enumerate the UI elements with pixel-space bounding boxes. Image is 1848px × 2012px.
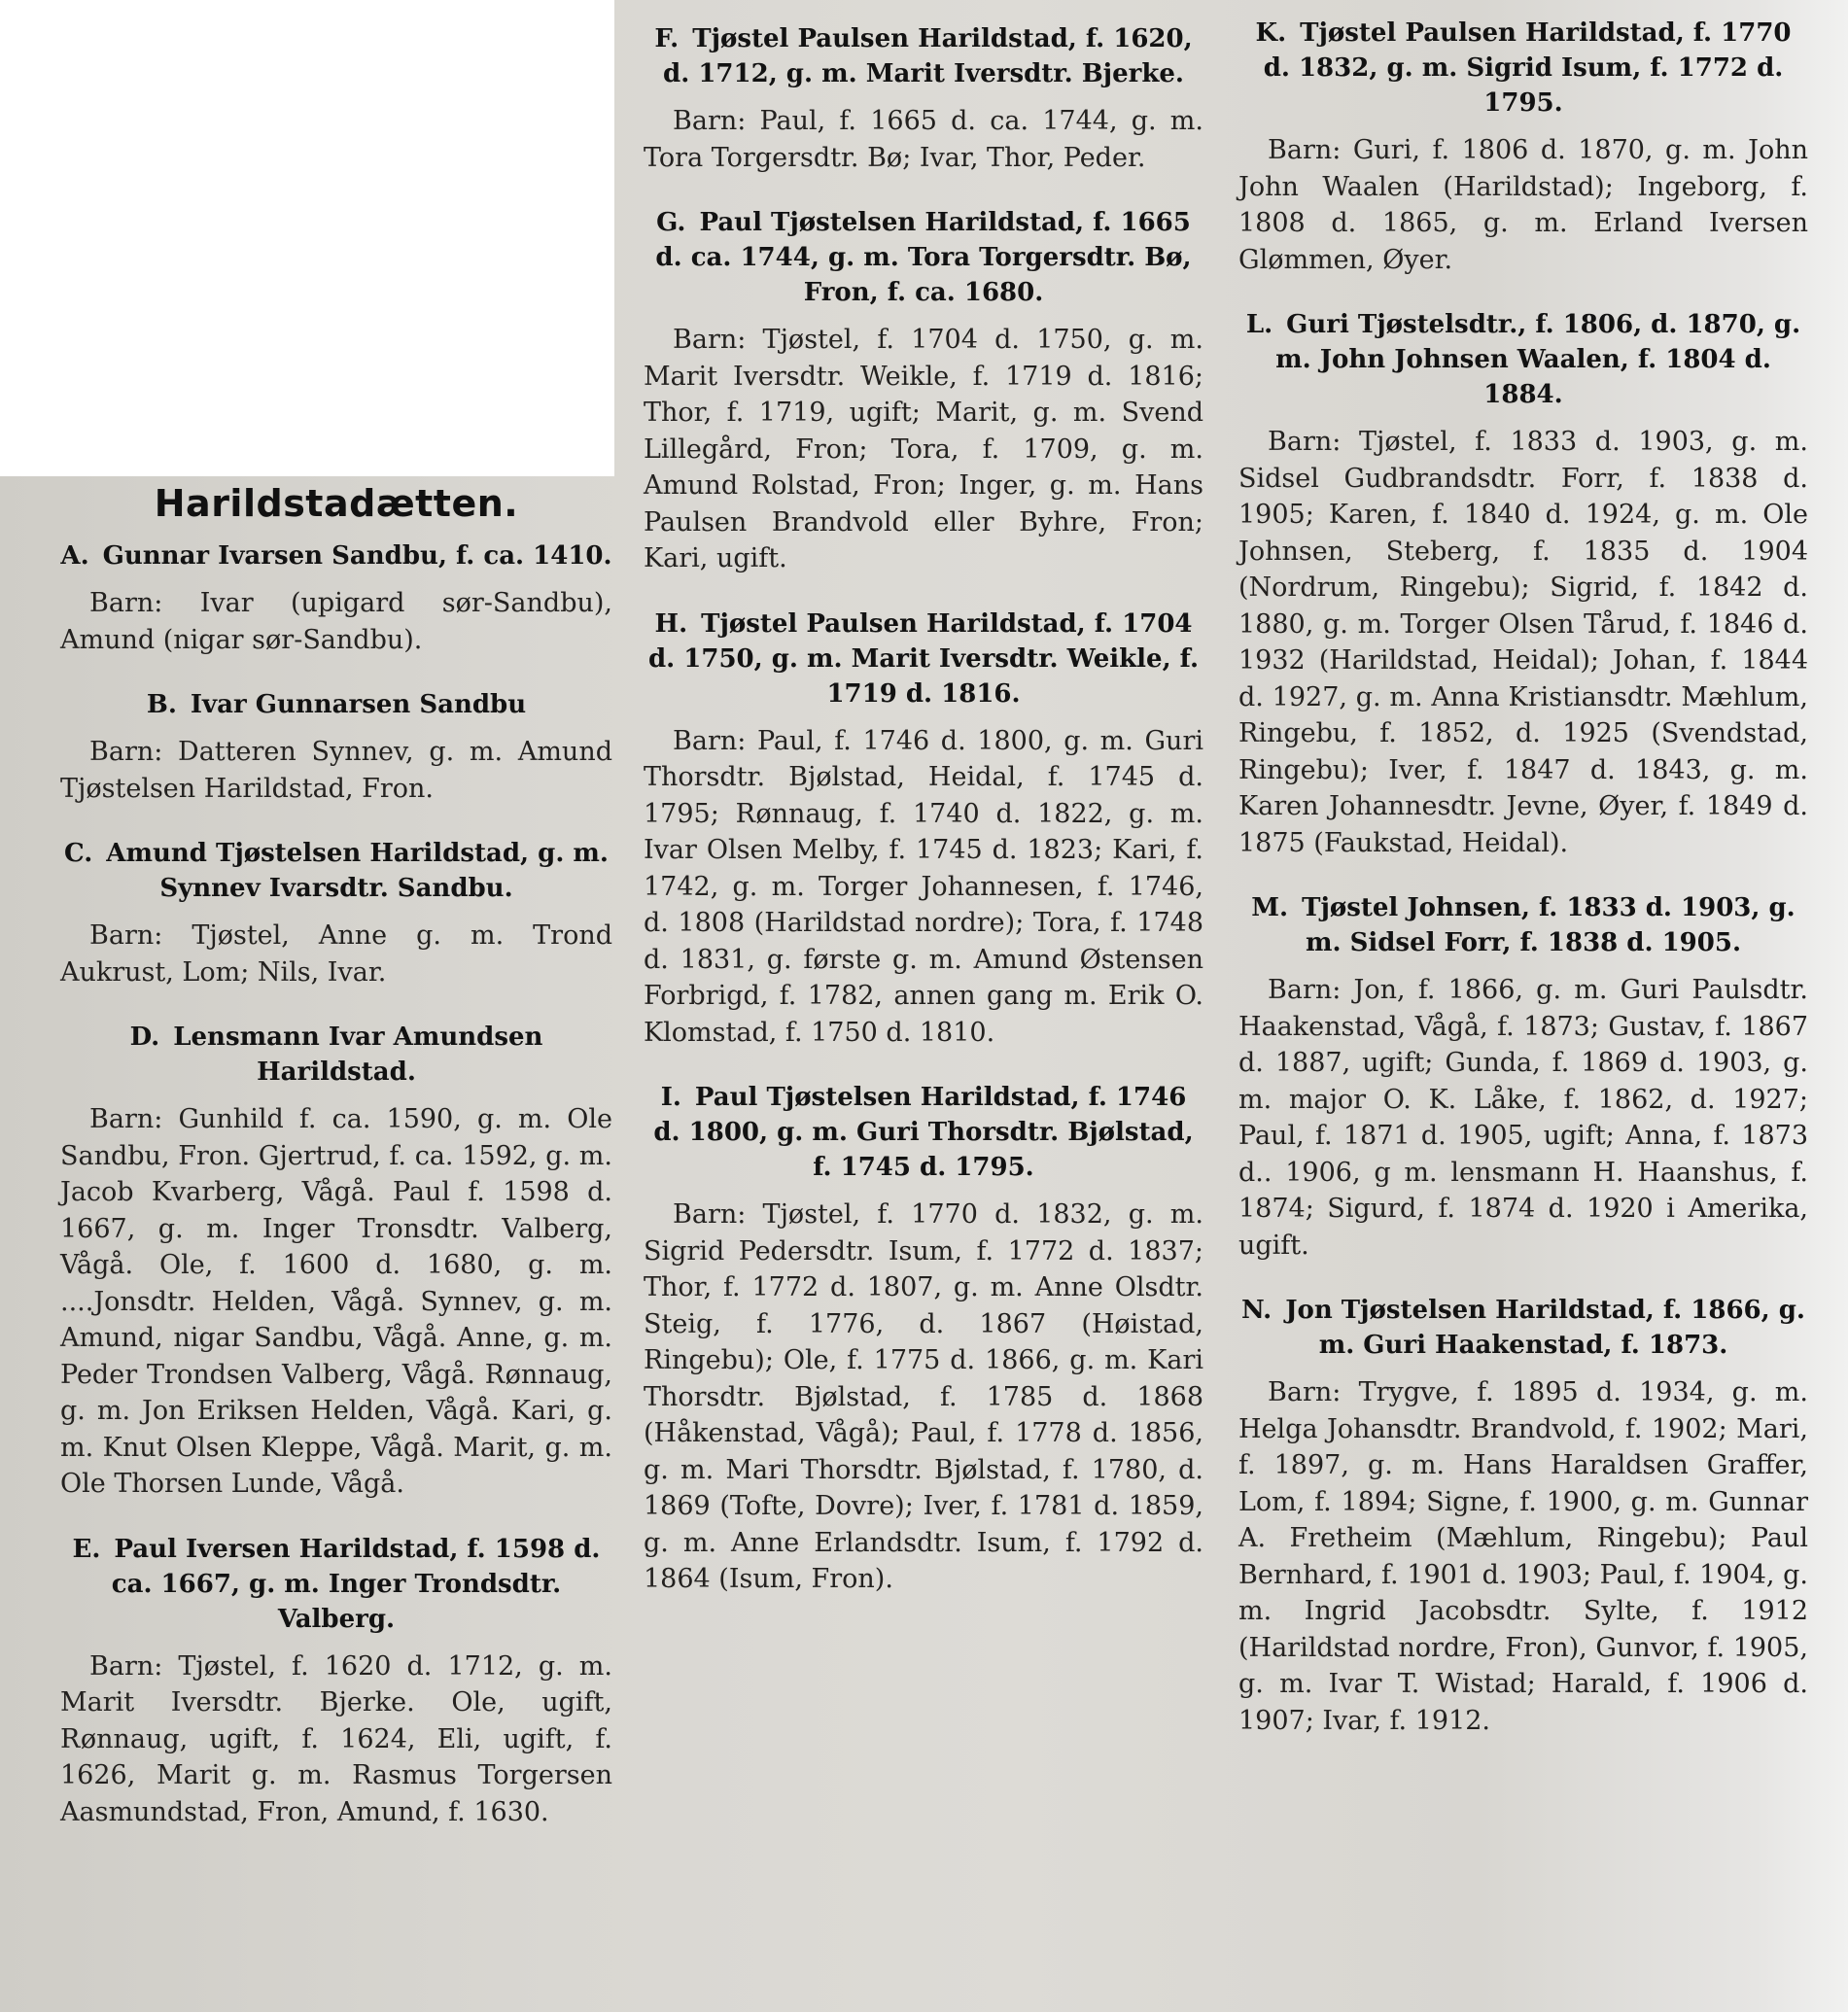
entry-b	[60, 687, 612, 807]
entry-text: Barn: Tjøstel, f. 1704 d. 1750, g. m. Marit Iversdtr. Weikle, f. 1719 d. 1816; Thor, f. 1719, ugift; Marit, g. m. Svend Lillegård, Fron; Tora, f. 1709, g. m. Amund Rolstad, Fron; Inger, g. m. Hans Paulsen Brandvold eller Byhre, Fron; Kari, ugift.	[644, 325, 1203, 573]
entry-g	[644, 205, 1203, 577]
entry-l	[1238, 307, 1808, 861]
document-title: Harildstadætten.	[154, 482, 519, 525]
entry-heading-text: Jon Tjøstelsen Harildstad, f. 1866, g. m. Guri Haakenstad, f. 1873.	[1285, 1296, 1805, 1360]
entry-heading	[60, 836, 612, 906]
entry-heading-text: Guri Tjøstelsdtr., f. 1806, d. 1870, g. m. John Johnsen Waalen, f. 1804 d. 1884.	[1275, 310, 1801, 409]
entry-text: Barn: Trygve, f. 1895 d. 1934, g. m. Helga Johansdtr. Brandvold, f. 1902; Mari, f. 1897, g. m. Hans Haraldsen Graffer, Lom, f. 1894; Signe, f. 1900, g. m. Gunnar A. Fretheim (Mæhlum, Ringebu); Paul Bernhard, f. 1901 d. 1903; Paul, f. 1904, g. m. Ingrid Jacobsdtr. Sylte, f. 1912 (Harildstad nordre, Fron), Gunvor, f. 1905, g. m. Ivar T. Wistad; Harald, f. 1906 d. 1907; Ivar, f. 1912.	[1238, 1377, 1808, 1736]
entry-heading-text: Amund Tjøstelsen Harildstad, g. m. Synnev Ivarsdtr. Sandbu.	[106, 839, 609, 903]
entry-letter: I.	[660, 1083, 681, 1112]
entry-heading	[644, 21, 1203, 91]
entry-text: Barn: Jon, f. 1866, g. m. Guri Paulsdtr. Haakenstad, Vågå, f. 1873; Gustav, f. 1867 d. 1887, ugift; Gunda, f. 1869 d. 1903, g. m. major O. K. Låke, f. 1862, d. 1927; Paul, f. 1871 d. 1905, ugift; Anna, f. 1873 d.. 1906, g m. lensmann H. Haanshus, f. 1874; Sigurd, f. 1874 d. 1920 i Amerika, ugift.	[1238, 975, 1808, 1261]
entry-heading	[60, 538, 612, 573]
entry-heading-text: Tjøstel Johnsen, f. 1833 d. 1903, g. m. Sidsel Forr, f. 1838 d. 1905.	[1302, 893, 1796, 957]
entry-letter: K.	[1255, 18, 1287, 48]
entry-heading-text: Paul Tjøstelsen Harildstad, f. 1665 d. ca. 1744, g. m. Tora Torgersdtr. Bø, Fron, f. ca. 1680.	[655, 208, 1192, 307]
entry-letter: G.	[656, 208, 686, 237]
entry-text: Barn: Tjøstel, f. 1770 d. 1832, g. m. Sigrid Pedersdtr. Isum, f. 1772 d. 1837; Thor, f. 1772 d. 1807, g. m. Anne Olsdtr. Steig, f. 1776, d. 1867 (Høistad, Ringebu); Ole, f. 1775 d. 1866, g. m. Kari Thorsdtr. Bjølstad, f. 1785 d. 1868 (Håkenstad, Vågå); Paul, f. 1778 d. 1856, g. m. Mari Thorsdtr. Bjølstad, f. 1780, d. 1869 (Tofte, Dovre); Iver, f. 1781 d. 1859, g. m. Anne Erlandsdtr. Isum, f. 1792 d. 1864 (Isum, Fron).	[644, 1199, 1203, 1594]
entry-heading	[1238, 307, 1808, 412]
entry-letter: E.	[72, 1534, 101, 1564]
entry-letter: A.	[60, 541, 89, 571]
entry-i	[644, 1080, 1203, 1598]
entry-text: Barn: Paul, f. 1746 d. 1800, g. m. Guri Thorsdtr. Bjølstad, Heidal, f. 1745 d. 1795; Rønnaug, f. 1740 d. 1822, g. m. Ivar Olsen Melby, f. 1745 d. 1823; Kari, f. 1742, g. m. Torger Johannesen, f. 1746, d. 1808 (Harildstad nordre); Tora, f. 1748 d. 1831, g. første g. m. Amund Østensen Forbrigd, f. 1782, annen gang m. Erik O. Klomstad, f. 1750 d. 1810.	[644, 725, 1203, 1048]
column-2	[644, 21, 1203, 1627]
entry-c	[60, 836, 612, 990]
entry-n	[1238, 1293, 1808, 1739]
entry-heading	[60, 1020, 612, 1090]
entry-letter: C.	[64, 839, 93, 868]
column-3	[1238, 16, 1808, 1768]
entry-h	[644, 607, 1203, 1052]
blank-area	[0, 0, 614, 476]
entry-heading-text: Paul Tjøstelsen Harildstad, f. 1746 d. 1800, g. m. Guri Thorsdtr. Bjølstad, f. 1745 d. 1795.	[653, 1083, 1194, 1182]
entry-letter: B.	[146, 690, 177, 719]
entry-f	[644, 21, 1203, 176]
entry-heading	[644, 607, 1203, 711]
entry-letter: F.	[654, 24, 680, 53]
entry-m	[1238, 890, 1808, 1264]
entry-heading	[60, 1532, 612, 1637]
entry-letter: M.	[1251, 893, 1289, 922]
entry-e	[60, 1532, 612, 1831]
entry-text: Barn: Gunhild f. ca. 1590, g. m. Ole Sandbu, Fron. Gjertrud, f. ca. 1592, g. m. Jacob Kvarberg, Vågå. Paul f. 1598 d. 1667, g. m. Inger Tronsdtr. Valberg, Vågå. Ole, f. 1600 d. 1680, g. m. ....Jonsdtr. Helden, Vågå. Synnev, g. m. Amund, nigar Sandbu, Vågå. Anne, g. m. Peder Trondsen Valberg, Vågå. Rønnaug, g. m. Jon Eriksen Helden, Vågå. Kari, g. m. Knut Olsen Kleppe, Vågå. Marit, g. m. Ole Thorsen Lunde, Vågå.	[60, 1104, 612, 1499]
entry-heading-text: Tjøstel Paulsen Harildstad, f. 1770 d. 1832, g. m. Sigrid Isum, f. 1772 d. 1795.	[1263, 18, 1792, 118]
entry-heading	[644, 1080, 1203, 1185]
entry-a	[60, 538, 612, 658]
entry-text: Barn: Guri, f. 1806 d. 1870, g. m. John John Waalen (Harildstad); Ingeborg, f. 1808 d. 1865, g. m. Erland Iversen Glømmen, Øyer.	[1238, 135, 1808, 275]
entry-text: Barn: Tjøstel, f. 1833 d. 1903, g. m. Sidsel Gudbrandsdtr. Forr, f. 1838 d. 1905; Karen, f. 1840 d. 1924, g. m. Ole Johnsen, Steberg, f. 1835 d. 1904 (Nordrum, Ringebu); Sigrid, f. 1842 d. 1880, g. m. Torger Olsen Tårud, f. 1846 d. 1932 (Harildstad, Heidal); Johan, f. 1844 d. 1927, g. m. Anna Kristiansdtr. Mæhlum, Ringebu, f. 1852, d. 1925 (Svendstad, Ringebu); Iver, f. 1847 d. 1843, g. m. Karen Johannesdtr. Jevne, Øyer, f. 1849 d. 1875 (Faukstad, Heidal).	[1238, 427, 1808, 858]
entry-letter: H.	[654, 608, 688, 639]
entry-text: Barn: Tjøstel, Anne g. m. Trond Aukrust, Lom; Nils, Ivar.	[60, 920, 612, 988]
entry-heading-text: Tjøstel Paulsen Harildstad, f. 1620, d. 1712, g. m. Marit Iversdtr. Bjerke.	[663, 24, 1193, 88]
entry-d	[60, 1020, 612, 1503]
entry-letter: L.	[1245, 310, 1273, 339]
entry-heading-text: Gunnar Ivarsen Sandbu, f. ca. 1410.	[102, 541, 612, 571]
entry-text: Barn: Paul, f. 1665 d. ca. 1744, g. m. Tora Torgersdtr. Bø; Ivar, Thor, Peder.	[644, 106, 1203, 173]
entry-text: Barn: Datteren Synnev, g. m. Amund Tjøstelsen Harildstad, Fron.	[60, 737, 612, 804]
entry-heading-text: Paul Iversen Harildstad, f. 1598 d. ca. 1667, g. m. Inger Trondsdtr. Valberg.	[111, 1534, 601, 1634]
entry-heading-text: Ivar Gunnarsen Sandbu	[190, 690, 527, 719]
entry-heading	[60, 687, 612, 722]
entry-heading-text: Lensmann Ivar Amundsen Harildstad.	[173, 1023, 543, 1087]
entry-heading	[1238, 16, 1808, 121]
entry-text: Barn: Ivar (upigard sør-Sandbu), Amund (nigar sør-Sandbu).	[60, 588, 612, 655]
entry-heading	[1238, 1293, 1808, 1363]
entry-letter: D.	[129, 1023, 160, 1052]
entry-letter: N.	[1241, 1296, 1273, 1325]
entry-heading-text: Tjøstel Paulsen Harildstad, f. 1704 d. 1750, g. m. Marit Iversdtr. Weikle, f. 1719 d. 1816.	[647, 608, 1199, 709]
entry-k	[1238, 16, 1808, 278]
entry-heading	[644, 205, 1203, 310]
column-1	[60, 478, 612, 1859]
entry-heading	[1238, 890, 1808, 960]
entry-text: Barn: Tjøstel, f. 1620 d. 1712, g. m. Marit Iversdtr. Bjerke. Ole, ugift, Rønnaug, ugift, f. 1624, Eli, ugift, f. 1626, Marit g. m. Rasmus Torgersen Aasmundstad, Fron, Amund, f. 1630.	[60, 1650, 612, 1827]
